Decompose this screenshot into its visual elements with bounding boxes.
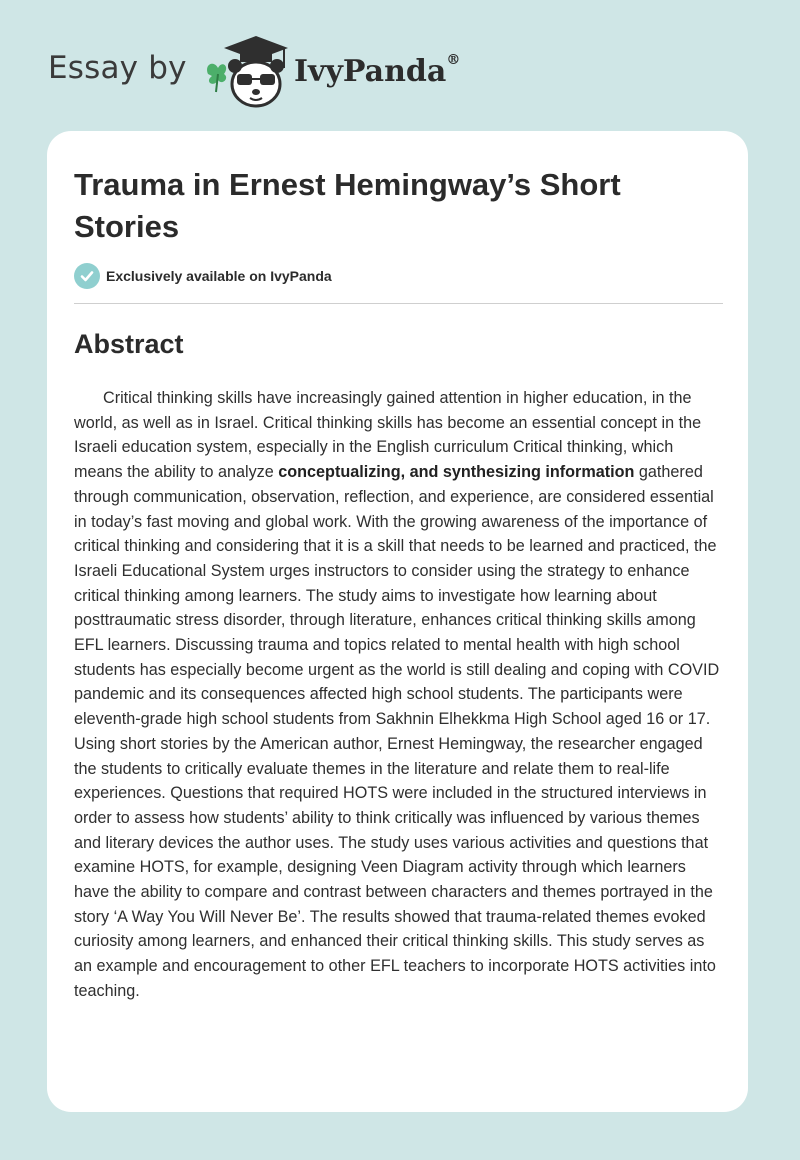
exclusive-badge-label: Exclusively available on IvyPanda [106, 268, 332, 284]
abstract-bold-phrase: conceptualizing, and synthesizing information [278, 463, 635, 482]
essay-by-label: Essay by [48, 50, 187, 86]
registered-mark: ® [446, 52, 461, 68]
check-icon [74, 263, 100, 289]
page-title: Trauma in Ernest Hemingway’s Short Stories [74, 167, 621, 244]
site-header [48, 34, 548, 114]
panda-graduate-icon [204, 34, 290, 110]
abstract-paragraph [74, 386, 725, 1004]
brand-name[interactable]: IvyPanda® [294, 52, 461, 89]
abstract-text-part1: Critical thinking skills have increasingly gained attention in higher education, in the world, as well as in Israel. Critical thinking skills has become an essential concept in the Israeli education system, especially in the English curriculum Critical thinking, which means the ability to analyze [74, 389, 702, 482]
divider [74, 303, 723, 304]
section-heading: Abstract [74, 329, 184, 359]
essay-card [47, 131, 748, 1112]
abstract-text-part2: gathered through communication, observation, reflection, and experience, are considered essential in today’s fast moving and global work. With the growing awareness of the importance of critical thinking and considering that it is a skill that needs to be learned and practiced, the Israeli Educational System urges instructors to consider using the strategy to enhance critical thinking among learners. The study aims to investigate how learning about posttraumatic stress disorder, through literature, enhances critical thinking skills among EFL learners. Discussing trauma and topics related to mental health with high school students has especially become urgent as the world is still dealing and coping with COVID pandemic and its consequences affected high school students. The participants were eleventh-grade high school students from Sakhnin Elhekkma High School aged 16 or 17. Using short stories by the American author, Ernest Hemingway, the researcher engaged the students to critically evaluate themes in the literature and relate them to real-life experiences. Questions that required HOTS were included in the structured interviews in order to assess how students’ ability to think critically was influenced by various themes and literary devices the author uses. The study uses various activities and questions that examine HOTS, for example, designing Veen Diagram activity through which learners have the ability to compare and contrast between characters and themes portrayed in the story ‘A Way You Will Never Be’. The results showed that trauma-related themes evoked curiosity among learners, and enhanced their critical thinking skills. This study serves as an example and encouragement to other EFL teachers to incorporate HOTS activities into teaching. [74, 463, 720, 1000]
exclusive-badge [74, 263, 332, 289]
